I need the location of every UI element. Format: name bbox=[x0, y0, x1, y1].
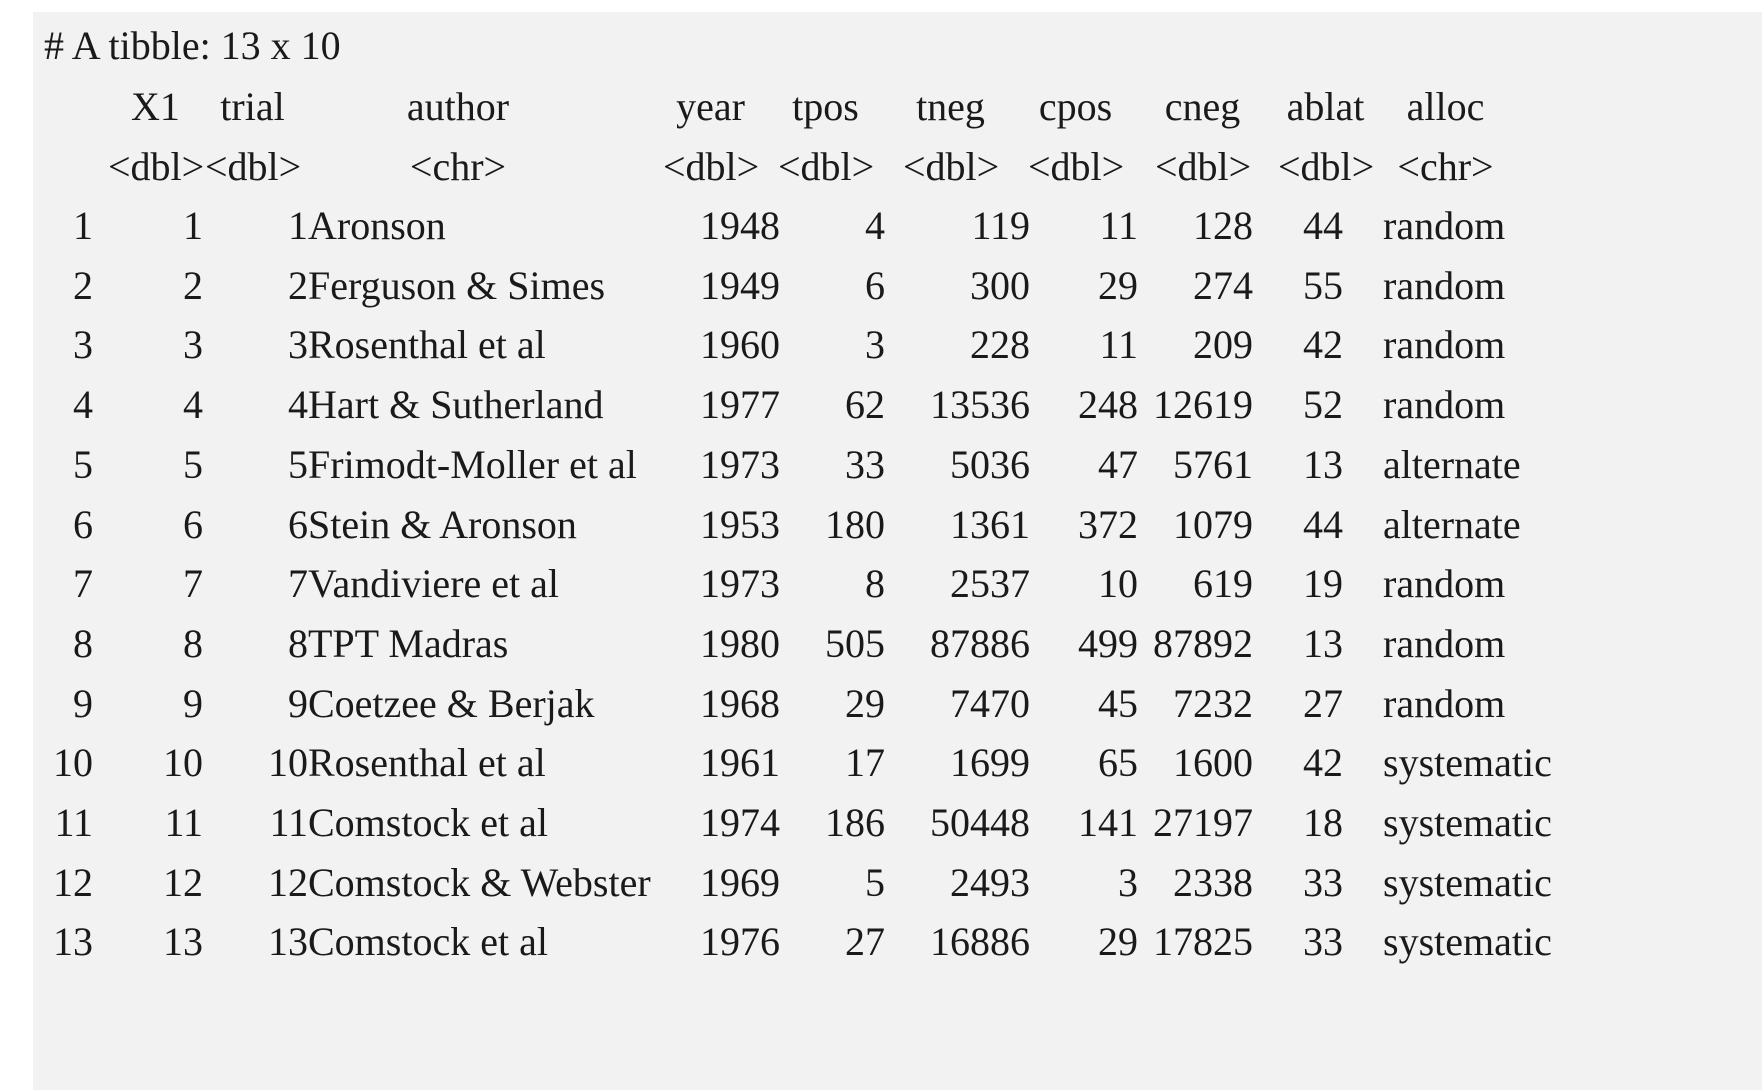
column-header-tneg: tneg bbox=[916, 84, 985, 129]
table-cell-cneg: 1600 bbox=[1173, 740, 1253, 786]
table-cell-alloc: systematic bbox=[1383, 740, 1552, 786]
table-cell-alloc: alternate bbox=[1383, 501, 1521, 547]
column-type-tneg: <dbl> bbox=[903, 144, 1000, 189]
table-cell-ablat: 42 bbox=[1303, 322, 1343, 368]
column-type-alloc: <chr> bbox=[1397, 144, 1494, 189]
table-cell-author: Stein & Aronson bbox=[308, 501, 577, 547]
column-type-trial: <dbl> bbox=[205, 144, 302, 189]
column-header-x1: X1 bbox=[131, 84, 180, 129]
table-cell-cneg: 87892 bbox=[1153, 620, 1253, 666]
table-row bbox=[33, 192, 1762, 259]
table-cell-author: Rosenthal et al bbox=[308, 740, 546, 786]
table-cell-trial: 7 bbox=[288, 561, 308, 607]
table-cell-cneg: 27197 bbox=[1153, 800, 1253, 845]
row-number: 4 bbox=[73, 382, 93, 428]
table-cell-cneg: 128 bbox=[1193, 203, 1253, 248]
column-header-cpos: cpos bbox=[1038, 84, 1113, 129]
table-row bbox=[33, 670, 1762, 737]
table-cell-cneg: 12619 bbox=[1153, 382, 1253, 428]
column-header-row bbox=[33, 73, 1762, 140]
table-cell-x1: 7 bbox=[183, 561, 203, 607]
table-cell-tpos: 6 bbox=[865, 262, 885, 308]
table-row bbox=[33, 729, 1762, 796]
table-cell-year: 1976 bbox=[700, 919, 780, 965]
table-cell-author: Vandiviere et al bbox=[308, 561, 559, 607]
row-number: 10 bbox=[53, 740, 93, 786]
table-cell-year: 1977 bbox=[700, 382, 780, 428]
table-cell-tneg: 5036 bbox=[950, 441, 1030, 487]
table-cell-tpos: 62 bbox=[845, 382, 885, 428]
table-cell-tneg: 50448 bbox=[930, 800, 1030, 845]
table-cell-x1: 4 bbox=[183, 382, 203, 428]
table-cell-ablat: 19 bbox=[1303, 561, 1343, 607]
table-cell-cpos: 141 bbox=[1078, 800, 1138, 845]
column-header-cneg: cneg bbox=[1164, 84, 1241, 129]
table-cell-alloc: random bbox=[1383, 680, 1506, 726]
table-cell-ablat: 33 bbox=[1303, 859, 1343, 905]
table-cell-trial: 8 bbox=[288, 620, 308, 666]
table-cell-alloc: systematic bbox=[1383, 859, 1552, 905]
table-cell-tneg: 13536 bbox=[930, 382, 1030, 428]
table-row bbox=[33, 431, 1762, 498]
table-cell-trial: 13 bbox=[268, 919, 308, 965]
table-cell-ablat: 44 bbox=[1303, 203, 1343, 248]
column-header-trial: trial bbox=[220, 84, 285, 129]
table-cell-alloc: random bbox=[1383, 322, 1506, 368]
table-cell-tneg: 228 bbox=[970, 322, 1030, 368]
table-cell-tpos: 5 bbox=[865, 859, 885, 905]
table-cell-alloc: random bbox=[1383, 620, 1506, 666]
table-cell-author: Rosenthal et al bbox=[308, 322, 546, 368]
table-cell-cneg: 274 bbox=[1193, 262, 1253, 308]
table-cell-alloc: random bbox=[1383, 561, 1506, 607]
table-cell-year: 1968 bbox=[700, 680, 780, 726]
row-number: 11 bbox=[54, 800, 93, 845]
column-type-cneg: <dbl> bbox=[1155, 144, 1252, 189]
table-cell-ablat: 27 bbox=[1303, 680, 1343, 726]
table-cell-cneg: 209 bbox=[1193, 322, 1253, 368]
table-cell-tpos: 4 bbox=[865, 203, 885, 248]
column-header-alloc: alloc bbox=[1406, 84, 1485, 129]
table-cell-cpos: 499 bbox=[1078, 620, 1138, 666]
table-cell-tpos: 33 bbox=[845, 441, 885, 487]
table-cell-author: Comstock & Webster bbox=[308, 859, 651, 905]
table-cell-cpos: 3 bbox=[1118, 859, 1138, 905]
table-cell-trial: 10 bbox=[268, 740, 308, 786]
row-number: 5 bbox=[73, 441, 93, 487]
table-cell-ablat: 18 bbox=[1303, 800, 1343, 845]
column-type-ablat: <dbl> bbox=[1278, 144, 1375, 189]
table-row bbox=[33, 311, 1762, 378]
row-number: 9 bbox=[73, 680, 93, 726]
table-cell-alloc: systematic bbox=[1383, 800, 1552, 845]
table-cell-cneg: 17825 bbox=[1153, 919, 1253, 965]
table-cell-cpos: 10 bbox=[1098, 561, 1138, 607]
table-cell-x1: 8 bbox=[183, 620, 203, 666]
table-cell-cneg: 2338 bbox=[1173, 859, 1253, 905]
table-cell-year: 1953 bbox=[700, 501, 780, 547]
column-header-tpos: tpos bbox=[792, 84, 859, 129]
table-cell-ablat: 52 bbox=[1303, 382, 1343, 428]
table-cell-x1: 5 bbox=[183, 441, 203, 487]
table-cell-year: 1980 bbox=[700, 620, 780, 666]
table-cell-cneg: 5761 bbox=[1173, 441, 1253, 487]
column-type-x1: <dbl> bbox=[108, 144, 205, 189]
table-cell-x1: 3 bbox=[183, 322, 203, 368]
table-cell-x1: 10 bbox=[163, 740, 203, 786]
table-cell-cneg: 1079 bbox=[1173, 501, 1253, 547]
tibble-output-panel bbox=[33, 12, 1762, 1090]
table-row bbox=[33, 849, 1762, 916]
table-cell-ablat: 42 bbox=[1303, 740, 1343, 786]
table-cell-cpos: 47 bbox=[1098, 441, 1138, 487]
table-cell-author: TPT Madras bbox=[308, 620, 509, 666]
table-cell-alloc: random bbox=[1383, 382, 1506, 428]
table-cell-cpos: 29 bbox=[1098, 262, 1138, 308]
table-cell-year: 1973 bbox=[700, 561, 780, 607]
table-cell-alloc: systematic bbox=[1383, 919, 1552, 965]
table-cell-x1: 1 bbox=[183, 203, 203, 248]
table-cell-x1: 9 bbox=[183, 680, 203, 726]
table-cell-tneg: 119 bbox=[971, 203, 1030, 248]
table-cell-author: Aronson bbox=[308, 203, 446, 248]
table-cell-trial: 1 bbox=[288, 203, 308, 248]
table-cell-ablat: 33 bbox=[1303, 919, 1343, 965]
column-header-year: year bbox=[676, 84, 745, 129]
table-cell-trial: 11 bbox=[269, 800, 308, 845]
table-cell-tneg: 1361 bbox=[950, 501, 1030, 547]
table-cell-cpos: 65 bbox=[1098, 740, 1138, 786]
row-number: 1 bbox=[73, 203, 93, 248]
table-row bbox=[33, 550, 1762, 617]
row-number: 2 bbox=[73, 262, 93, 308]
table-cell-tneg: 2493 bbox=[950, 859, 1030, 905]
table-cell-cpos: 11 bbox=[1099, 322, 1138, 368]
row-number: 3 bbox=[73, 322, 93, 368]
table-cell-alloc: random bbox=[1383, 203, 1506, 248]
table-cell-cpos: 372 bbox=[1078, 501, 1138, 547]
table-cell-tpos: 180 bbox=[825, 501, 885, 547]
table-cell-tpos: 17 bbox=[845, 740, 885, 786]
table-cell-tpos: 29 bbox=[845, 680, 885, 726]
table-cell-trial: 2 bbox=[288, 262, 308, 308]
table-cell-ablat: 13 bbox=[1303, 441, 1343, 487]
table-cell-trial: 12 bbox=[268, 859, 308, 905]
table-cell-ablat: 55 bbox=[1303, 262, 1343, 308]
table-cell-author: Coetzee & Berjak bbox=[308, 680, 595, 726]
table-cell-x1: 12 bbox=[163, 859, 203, 905]
table-row bbox=[33, 252, 1762, 319]
table-cell-x1: 11 bbox=[164, 800, 203, 845]
table-cell-x1: 2 bbox=[183, 262, 203, 308]
table-cell-tpos: 8 bbox=[865, 561, 885, 607]
column-type-year: <dbl> bbox=[663, 144, 760, 189]
table-cell-cpos: 11 bbox=[1099, 203, 1138, 248]
table-row bbox=[33, 371, 1762, 438]
tibble-caption: # A tibble: 13 x 10 bbox=[44, 23, 341, 68]
table-cell-tneg: 7470 bbox=[950, 680, 1030, 726]
column-type-cpos: <dbl> bbox=[1028, 144, 1125, 189]
table-cell-cneg: 7232 bbox=[1173, 680, 1253, 726]
table-cell-year: 1974 bbox=[700, 800, 780, 845]
table-cell-cneg: 619 bbox=[1193, 561, 1253, 607]
table-cell-year: 1949 bbox=[700, 262, 780, 308]
table-row bbox=[33, 491, 1762, 558]
table-cell-x1: 6 bbox=[183, 501, 203, 547]
table-cell-tneg: 16886 bbox=[930, 919, 1030, 965]
table-cell-tneg: 87886 bbox=[930, 620, 1030, 666]
table-cell-year: 1960 bbox=[700, 322, 780, 368]
table-cell-alloc: alternate bbox=[1383, 441, 1521, 487]
table-cell-year: 1948 bbox=[700, 203, 780, 248]
row-number: 8 bbox=[73, 620, 93, 666]
column-header-ablat: ablat bbox=[1286, 84, 1365, 129]
row-number: 6 bbox=[73, 501, 93, 547]
table-cell-ablat: 44 bbox=[1303, 501, 1343, 547]
table-cell-year: 1973 bbox=[700, 441, 780, 487]
table-cell-cpos: 248 bbox=[1078, 382, 1138, 428]
table-cell-cpos: 29 bbox=[1098, 919, 1138, 965]
table-row bbox=[33, 610, 1762, 677]
table-cell-author: Comstock et al bbox=[308, 800, 548, 845]
table-cell-cpos: 45 bbox=[1098, 680, 1138, 726]
table-cell-year: 1969 bbox=[700, 859, 780, 905]
column-type-row bbox=[33, 133, 1762, 200]
table-cell-author: Ferguson & Simes bbox=[308, 262, 606, 308]
table-row bbox=[33, 908, 1762, 975]
table-row bbox=[33, 789, 1762, 856]
table-cell-alloc: random bbox=[1383, 262, 1506, 308]
row-number: 13 bbox=[53, 919, 93, 965]
row-number: 12 bbox=[53, 859, 93, 905]
table-cell-ablat: 13 bbox=[1303, 620, 1343, 666]
table-cell-x1: 13 bbox=[163, 919, 203, 965]
table-cell-tneg: 2537 bbox=[950, 561, 1030, 607]
table-cell-tneg: 1699 bbox=[950, 740, 1030, 786]
column-type-author: <chr> bbox=[409, 144, 507, 189]
table-cell-trial: 5 bbox=[288, 441, 308, 487]
table-cell-tpos: 505 bbox=[825, 620, 885, 666]
table-cell-tpos: 186 bbox=[825, 800, 885, 845]
table-cell-tpos: 3 bbox=[865, 322, 885, 368]
table-cell-trial: 4 bbox=[288, 382, 308, 428]
table-cell-author: Frimodt-Moller et al bbox=[308, 441, 637, 487]
column-type-tpos: <dbl> bbox=[778, 144, 875, 189]
table-cell-trial: 9 bbox=[288, 680, 308, 726]
table-cell-author: Hart & Sutherland bbox=[308, 382, 604, 428]
table-cell-tneg: 300 bbox=[970, 262, 1030, 308]
table-cell-tpos: 27 bbox=[845, 919, 885, 965]
table-cell-author: Comstock et al bbox=[308, 919, 548, 965]
row-number: 7 bbox=[73, 561, 93, 607]
table-cell-trial: 6 bbox=[288, 501, 308, 547]
table-cell-trial: 3 bbox=[288, 322, 308, 368]
column-header-author: author bbox=[406, 84, 510, 129]
table-cell-year: 1961 bbox=[700, 740, 780, 786]
